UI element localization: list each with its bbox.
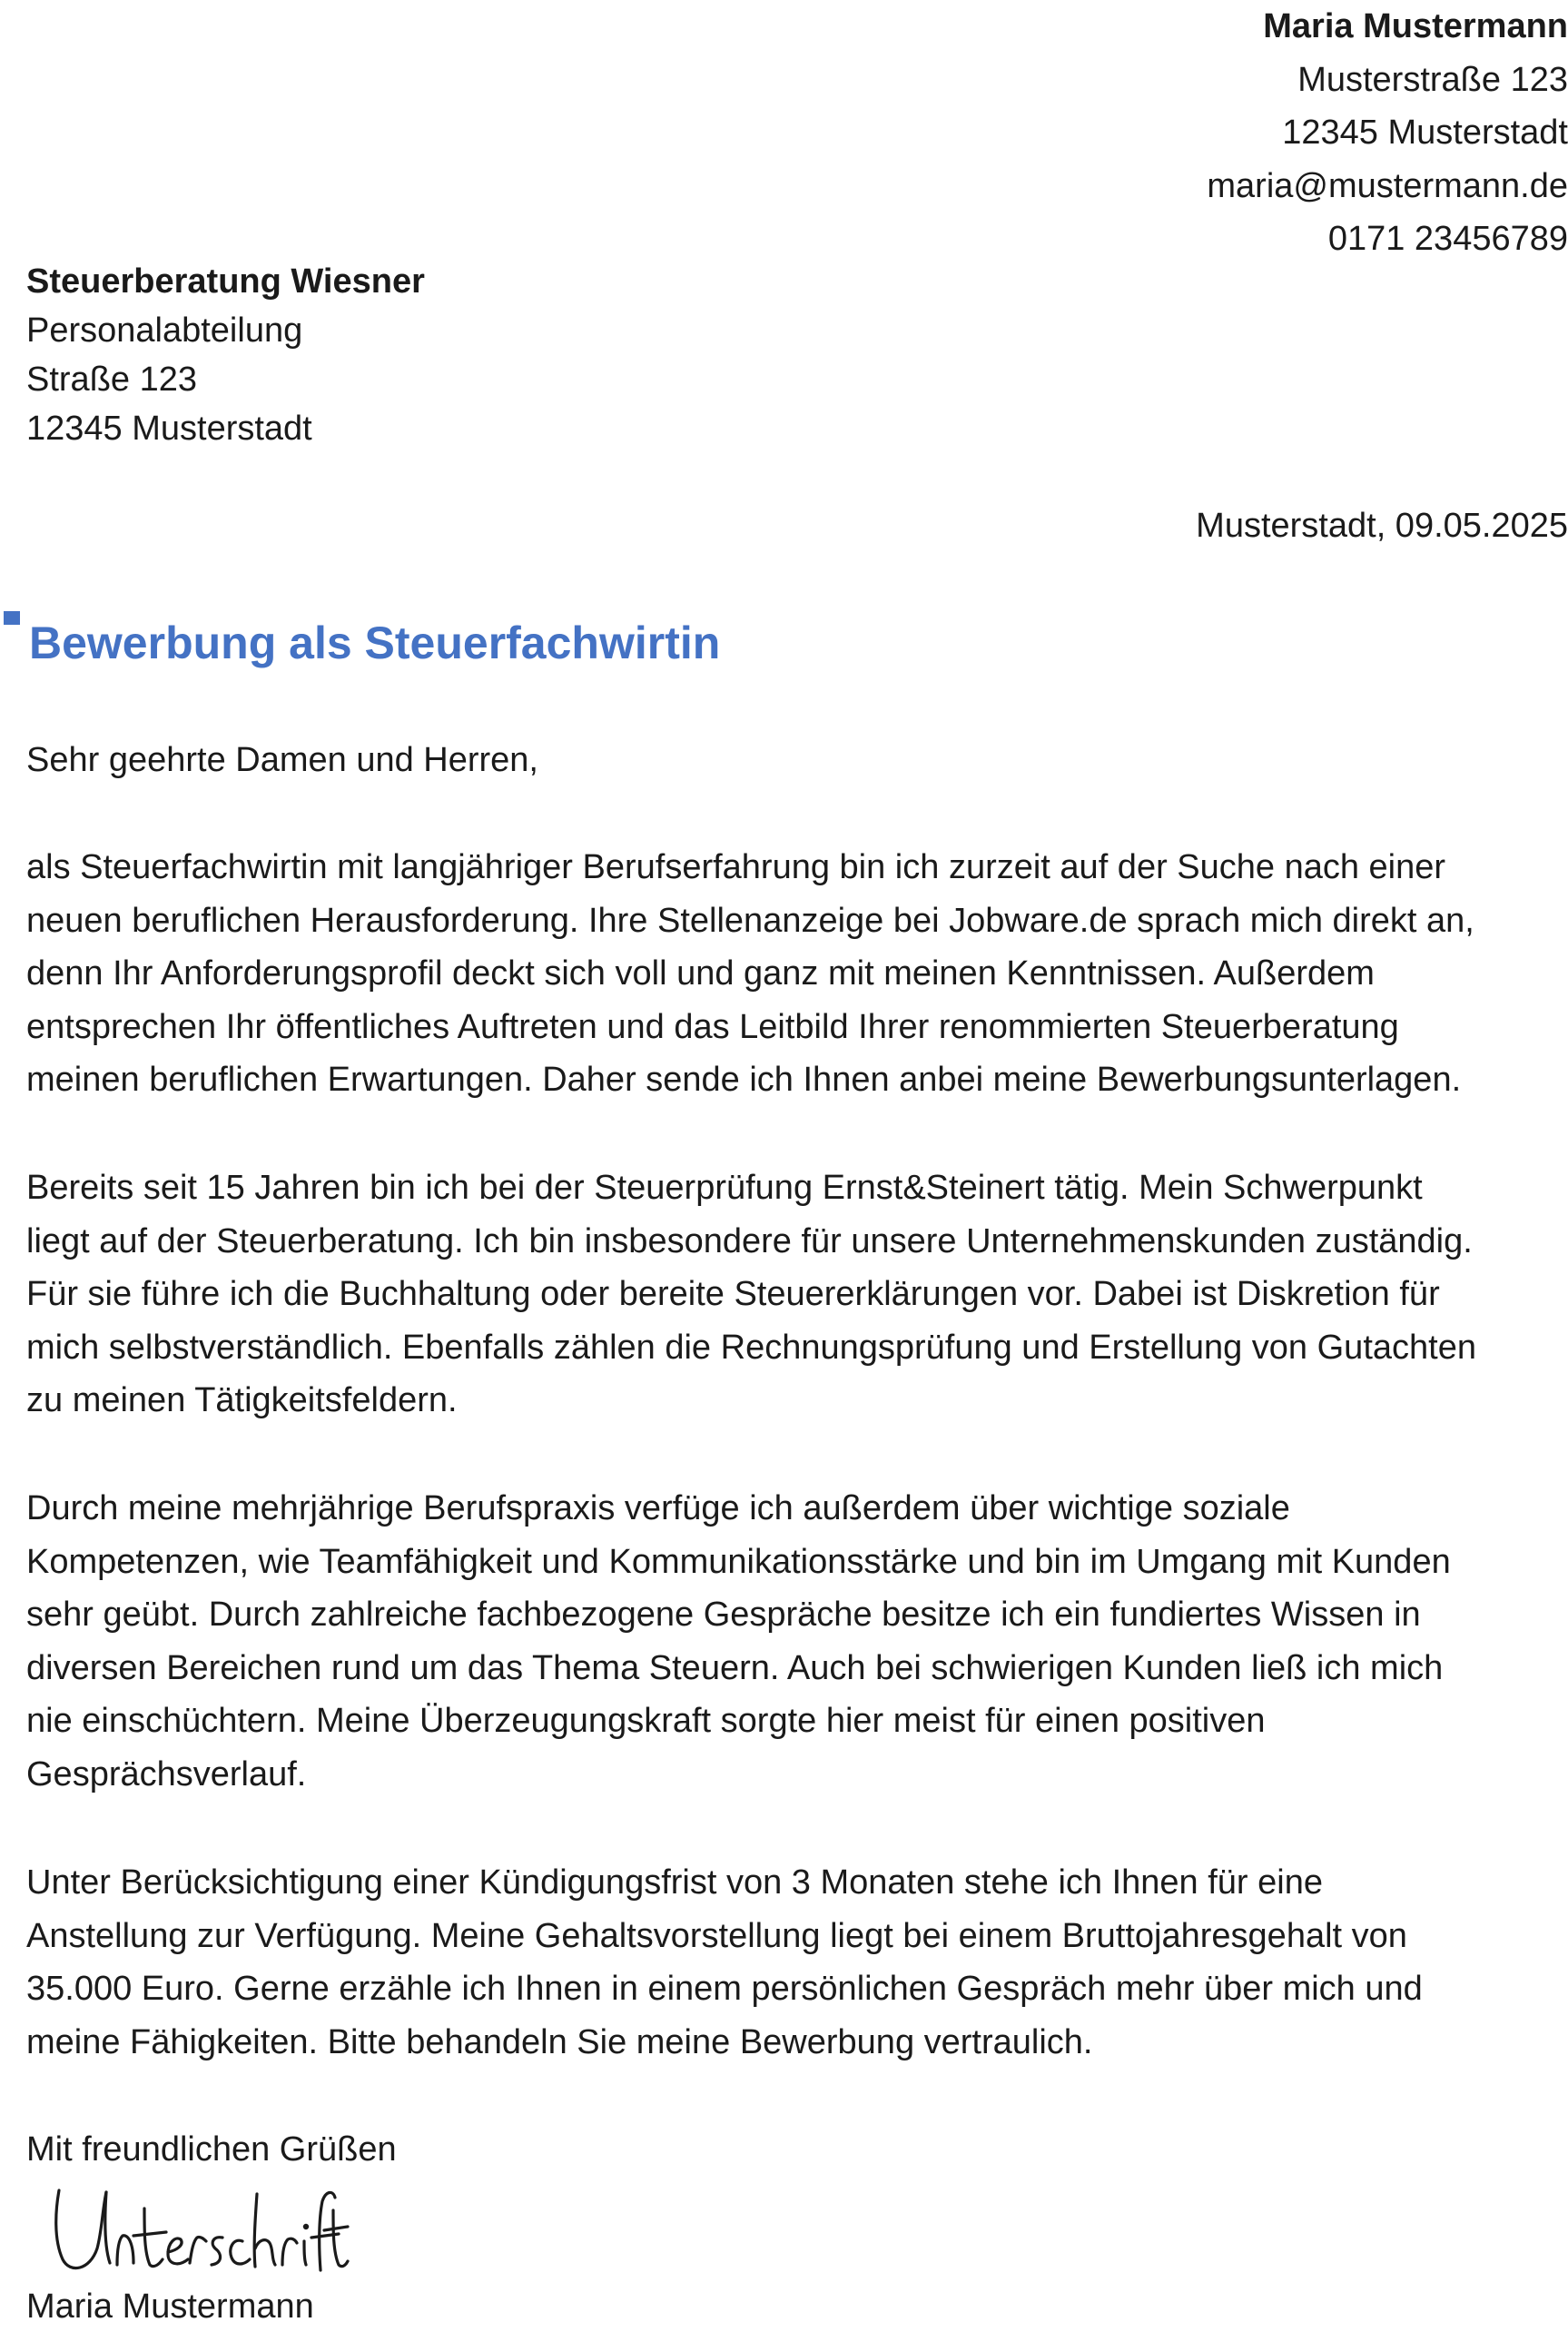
sender-block	[878, 0, 1568, 266]
paragraph-line: meinen beruflichen Erwartungen. Daher sende ich Ihnen anbei meine Bewerbungsunterlagen.	[26, 1061, 1462, 1099]
salutation: Sehr geehrte Damen und Herren,	[26, 741, 538, 779]
paragraph-line: liegt auf der Steuerberatung. Ich bin insbesondere für unsere Unternehmenskunden zuständig.	[26, 1221, 1473, 1260]
paragraph-line: diversen Bereichen rund um das Thema Steuern. Auch bei schwierigen Kunden ließ ich mich	[26, 1648, 1444, 1687]
sender-email: maria@mustermann.de	[1207, 166, 1568, 205]
sender-name: Maria Mustermann	[1263, 7, 1568, 45]
paragraph-line: Unter Berücksichtigung einer Kündigungsfrist von 3 Monaten stehe ich Ihnen für eine	[26, 1863, 1323, 1902]
heading-marker	[4, 611, 20, 625]
body-paragraph-3	[26, 1482, 1568, 1801]
paragraph-line: Durch meine mehrjährige Berufspraxis verfüge ich außerdem über wichtige soziale	[26, 1489, 1290, 1527]
paragraph-line: sehr geübt. Durch zahlreiche fachbezogene Gespräche besitze ich ein fundiertes Wissen in	[26, 1596, 1421, 1634]
paragraph-line: 35.000 Euro. Gerne erzähle ich Ihnen in einem persönlichen Gespräch mehr über mich und	[26, 1970, 1423, 2008]
paragraph-line: meine Fähigkeiten. Bitte behandeln Sie meine Bewerbung vertraulich.	[26, 2022, 1093, 2061]
sender-street: Musterstraße 123	[1297, 60, 1568, 99]
paragraph-line: Bereits seit 15 Jahren bin ich bei der Steuerprüfung Ernst&Steinert tätig. Mein Schwerpunkt	[26, 1169, 1423, 1207]
paragraph-line: Gesprächsverlauf.	[26, 1754, 307, 1793]
paragraph-line: als Steuerfachwirtin mit langjähriger Berufserfahrung bin ich zurzeit auf der Suche nach einer	[26, 848, 1446, 886]
paragraph-line: entsprechen Ihr öffentliches Auftreten und das Leitbild Ihrer renommierten Steuerberatung	[26, 1007, 1399, 1046]
body-paragraph-1	[26, 841, 1568, 1107]
paragraph-line: denn Ihr Anforderungsprofil deckt sich voll und ganz mit meinen Kenntnissen. Außerdem	[26, 954, 1375, 993]
paragraph-line: Kompetenzen, wie Teamfähigkeit und Kommunikationsstärke und bin im Umgang mit Kunden	[26, 1542, 1451, 1581]
body-paragraph-2	[26, 1161, 1568, 1428]
paragraph-line: zu meinen Tätigkeitsfeldern.	[26, 1381, 458, 1419]
recipient-department: Personalabteilung	[26, 311, 303, 350]
paragraph-line: Anstellung zur Verfügung. Meine Gehaltsvorstellung liegt bei einem Bruttojahresgehalt von	[26, 1916, 1407, 1955]
signer-name: Maria Mustermann	[26, 2288, 314, 2326]
handwritten-signature	[50, 2183, 350, 2279]
paragraph-line: Für sie führe ich die Buchhaltung oder bereite Steuererklärungen vor. Dabei ist Diskretion für	[26, 1275, 1440, 1313]
paragraph-line: mich selbstverständlich. Ebenfalls zählen die Rechnungsprüfung und Erstellung von Gutachten	[26, 1328, 1476, 1367]
subject-heading: Bewerbung als Steuerfachwirtin	[29, 618, 721, 668]
closing-phrase: Mit freundlichen Grüßen	[26, 2130, 397, 2169]
recipient-street: Straße 123	[26, 361, 197, 399]
letter-date: Musterstadt, 09.05.2025	[1196, 507, 1568, 545]
body-paragraph-4	[26, 1856, 1568, 2069]
paragraph-line: neuen beruflichen Herausforderung. Ihre Stellenanzeige bei Jobware.de sprach mich direkt an,	[26, 901, 1474, 940]
recipient-company: Steuerberatung Wiesner	[26, 262, 425, 301]
paragraph-line: nie einschüchtern. Meine Überzeugungskraft sorgte hier meist für einen positiven	[26, 1702, 1266, 1740]
sender-phone: 0171 23456789	[1327, 220, 1568, 258]
recipient-city: 12345 Musterstadt	[26, 410, 312, 448]
sender-city: 12345 Musterstadt	[1282, 114, 1568, 152]
recipient-block	[26, 257, 753, 453]
